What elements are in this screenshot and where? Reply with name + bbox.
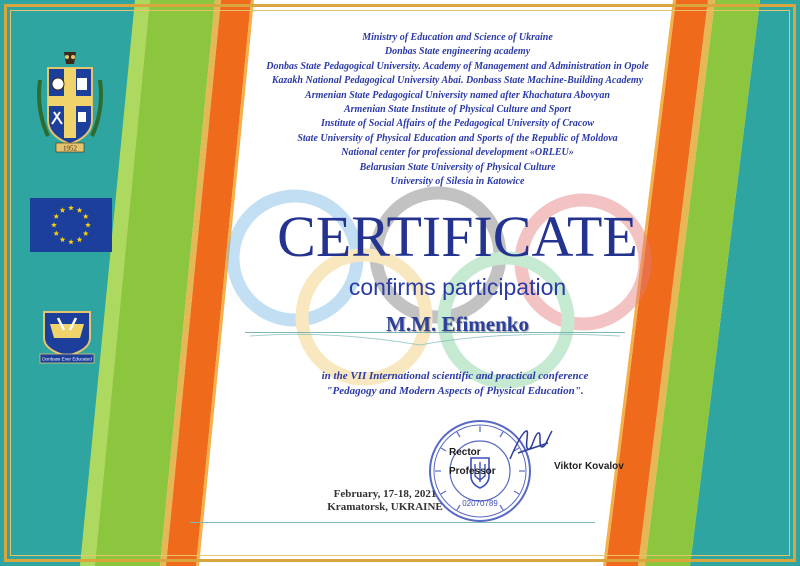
certificate-subtitle: confirms participation — [348, 274, 567, 300]
organizers-header — [230, 31, 685, 189]
organizer-line: National center for professional development «ORLEU» — [341, 147, 574, 159]
organizer-line: Institute of Social Affairs of the Pedagogical University of Cracow — [320, 118, 595, 130]
seal-number: 02070789 — [462, 499, 498, 508]
organizer-line: Armenian State Pedagogical University named after Khachatura Abovyan — [305, 89, 610, 101]
emblem-year: 1952 — [63, 144, 77, 153]
university-emblem — [36, 308, 98, 364]
organizer-line: Ministry of Education and Science of Ukraine — [362, 32, 553, 43]
eu-stars-icon — [30, 198, 112, 252]
event-place: Kramatorsk, UKRAINE — [327, 501, 443, 513]
organizer-line: State University of Physical Education and Sports of the Republic of Moldova — [297, 132, 618, 144]
conference-info — [215, 369, 695, 399]
organizer-line: Donbas State engineering academy — [384, 46, 531, 58]
conference-title: "Pedagogy and Modern Aspects of Physical Education". — [326, 385, 584, 397]
bottom-divider — [190, 522, 595, 523]
organizer-line: University of Silesia in Katowice — [390, 176, 525, 188]
conference-line: in the VII International scientific and practical conference — [321, 370, 589, 382]
eu-flag — [30, 198, 112, 252]
participant-name: M.M. Efimenko — [386, 312, 529, 336]
professor-label: Professor — [449, 466, 496, 477]
signatory-name: Viktor Kovalov — [554, 461, 624, 472]
academy-emblem — [34, 50, 106, 154]
event-date: February, 17-18, 2021 — [333, 488, 437, 500]
certificate-title: CERTIFICATE — [277, 204, 638, 269]
organizer-line: Donbas State Pedagogical University. Academy of Management and Administration in Opole — [266, 60, 649, 72]
organizer-line: Kazakh National Pedagogical University Abai. Donbass State Machine-Building Academy — [271, 75, 644, 87]
emblem-motto: Donbass Ever Educated — [42, 356, 92, 362]
signature — [504, 425, 556, 465]
organizer-line: Belarusian State University of Physical Culture — [359, 161, 556, 173]
rector-label: Rector — [449, 447, 481, 458]
organizer-line: Armenian State Institute of Physical Culture and Sport — [344, 104, 571, 116]
